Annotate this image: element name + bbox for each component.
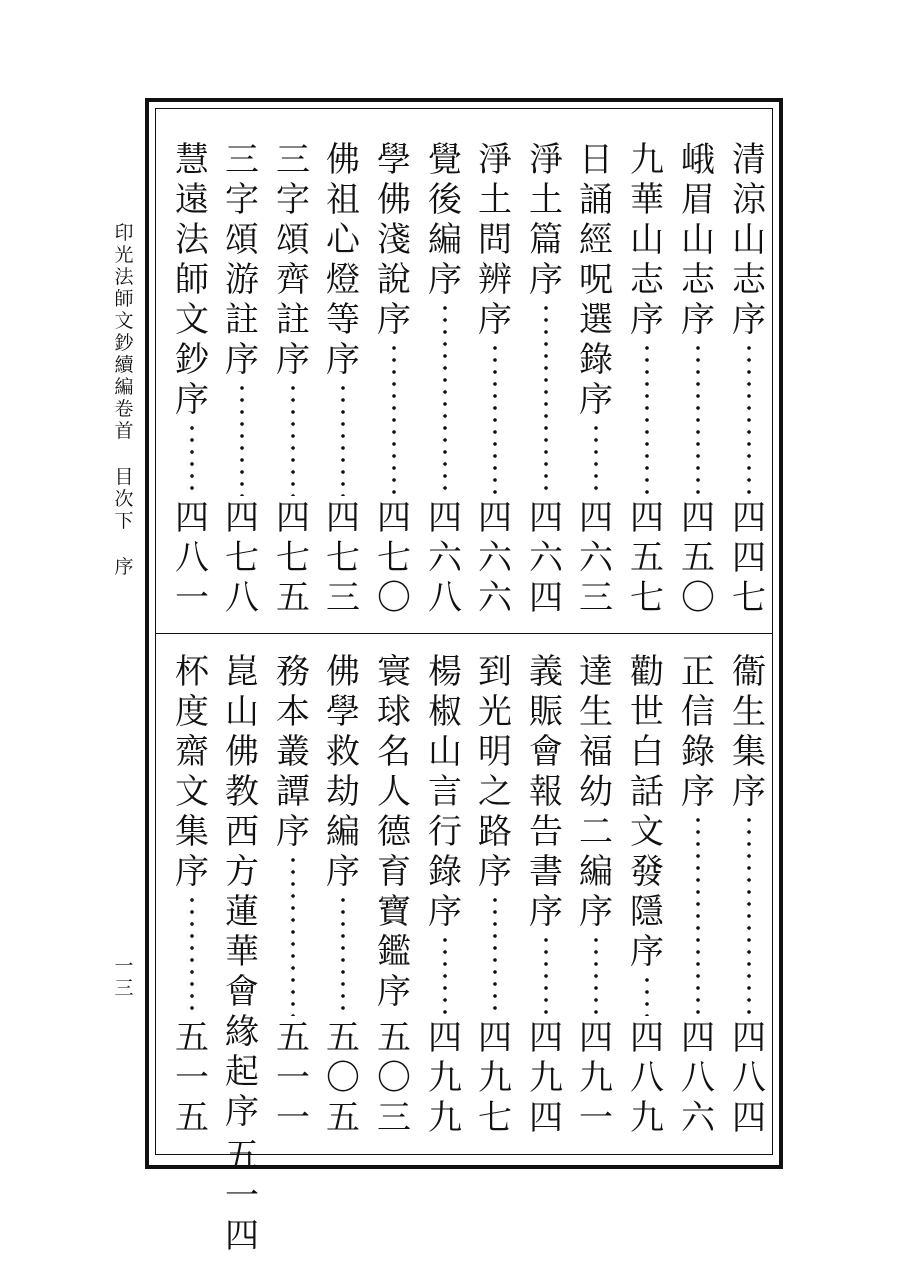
dot-leader: [340, 382, 346, 496]
entry-title: 義 賑 會 報 告 書 序: [529, 652, 563, 932]
toc-entry: [375, 652, 413, 1138]
entry-page: 四 九 四: [529, 1018, 563, 1138]
dot-leader: [391, 1014, 397, 1016]
entry-title: 務 本 叢 譚 序: [276, 652, 310, 852]
dot-leader: [543, 302, 549, 496]
dot-leader: [442, 934, 448, 1016]
toc-entry: [577, 140, 615, 618]
entry-title: 覺 後 編 序: [428, 140, 462, 300]
toc-entry: [730, 140, 768, 618]
dot-leader: [593, 934, 599, 1016]
toc-entry: [426, 140, 464, 618]
toc-entry: [628, 140, 666, 618]
dot-leader: [492, 894, 498, 1016]
toc-entry: [628, 652, 666, 1138]
toc-entry: [223, 140, 261, 618]
toc-entry: [476, 140, 514, 618]
entry-title: 衞 生 集 序: [732, 652, 766, 812]
toc-entry: [679, 140, 717, 618]
toc-entry: [274, 652, 312, 1138]
entry-page: 五 〇 五: [326, 1018, 360, 1138]
entry-title: 楊 椒 山 言 行 錄 序: [428, 652, 462, 932]
dot-leader: [695, 342, 701, 496]
entry-page: 四 七 八: [225, 498, 259, 618]
toc-entry: [577, 652, 615, 1138]
entry-title: 到 光 明 之 路 序: [478, 652, 512, 892]
toc-entry: [527, 652, 565, 1138]
toc-entry: [274, 140, 312, 618]
entry-title: 寰 球 名 人 德 育 寶 鑑 序: [377, 652, 411, 1012]
entry-page: 四 九 七: [478, 1018, 512, 1138]
toc-entry: [324, 652, 362, 1138]
entry-title: 三 字 頌 齊 註 序: [276, 140, 310, 380]
entry-title: 慧 遠 法 師 文 鈔 序: [175, 140, 209, 420]
toc-entry: [527, 140, 565, 618]
margin-title: [112, 222, 136, 578]
entry-page: 四 八 一: [175, 498, 209, 618]
entry-title: 正 信 錄 序: [681, 652, 715, 812]
entry-page: 四 七 五: [276, 498, 310, 618]
dot-leader: [290, 382, 296, 496]
entry-page: 四 九 九: [428, 1018, 462, 1138]
entry-title: 三 字 頌 游 註 序: [225, 140, 259, 380]
dot-leader: [543, 934, 549, 1016]
toc-entry: [173, 140, 211, 618]
entry-page: 四 六 八: [428, 498, 462, 618]
entry-page: 四 九 一: [579, 1018, 613, 1138]
dot-leader: [239, 382, 245, 496]
entry-title: 佛 學 救 劫 編 序: [326, 652, 360, 892]
dot-leader: [189, 894, 195, 1016]
dot-leader: [442, 302, 448, 496]
entry-page: 四 五 〇: [681, 498, 715, 618]
entry-page: 四 七 〇: [377, 498, 411, 618]
entry-title: 學 佛 淺 說 序: [377, 140, 411, 340]
entry-page: 四 七 三: [326, 498, 360, 618]
dot-leader: [391, 342, 397, 496]
toc-entry: [426, 652, 464, 1138]
toc-entry: [173, 652, 211, 1138]
entry-page: 四 六 六: [478, 498, 512, 618]
entry-title: 清 涼 山 志 序: [732, 140, 766, 340]
dot-leader: [746, 814, 752, 1016]
entry-title: 淨 土 篇 序: [529, 140, 563, 300]
entry-page: 四 五 七: [630, 498, 664, 618]
entry-page: 四 六 四: [529, 498, 563, 618]
entry-page: 五 一 五: [175, 1018, 209, 1138]
toc-entry: [679, 652, 717, 1138]
entry-title: 杯 度 齋 文 集 序: [175, 652, 209, 892]
entry-page: 四 八 四: [732, 1018, 766, 1138]
entry-title: 日 誦 經 呪 選 錄 序: [579, 140, 613, 420]
dot-leader: [695, 814, 701, 1016]
entry-page: 五 一 四: [225, 1136, 259, 1256]
dot-leader: [189, 422, 195, 496]
entry-page: 四 八 六: [681, 1018, 715, 1138]
entry-page: 四 八 九: [630, 1018, 664, 1138]
dot-leader: [492, 342, 498, 496]
entry-title: 佛 祖 心 燈 等 序: [326, 140, 360, 380]
entry-title: 峨 眉 山 志 序: [681, 140, 715, 340]
entry-title: 達 生 福 幼 二 編 序: [579, 652, 613, 932]
toc-entry: [223, 652, 261, 1256]
entry-title: 勸 世 白 話 文 發 隱 序: [630, 652, 664, 972]
dot-leader: [340, 894, 346, 1016]
page-number: 一 三: [114, 955, 134, 999]
category-label: 序: [114, 556, 134, 578]
entry-page: 五 〇 三: [377, 1018, 411, 1138]
entry-title: 淨 土 問 辨 序: [478, 140, 512, 340]
section-label: 目 次 下: [114, 466, 134, 532]
dot-leader: [290, 854, 296, 1016]
entry-page: 五 一 一: [276, 1018, 310, 1138]
dot-leader: [593, 422, 599, 496]
toc-entry: [375, 140, 413, 618]
entry-title: 崑 山 佛 教 西 方 蓮 華 會 緣 起 序: [225, 652, 259, 1132]
entry-page: 四 四 七: [732, 498, 766, 618]
toc-entry: [476, 652, 514, 1138]
toc-entry: [324, 140, 362, 618]
entry-page: 四 六 三: [579, 498, 613, 618]
dot-leader: [644, 342, 650, 496]
book-title: 印 光 法 師 文 鈔 續 編 卷 首: [114, 222, 134, 442]
register-divider: [155, 633, 773, 634]
dot-leader: [644, 974, 650, 1016]
dot-leader: [746, 342, 752, 496]
entry-title: 九 華 山 志 序: [630, 140, 664, 340]
toc-entry: [730, 652, 768, 1138]
